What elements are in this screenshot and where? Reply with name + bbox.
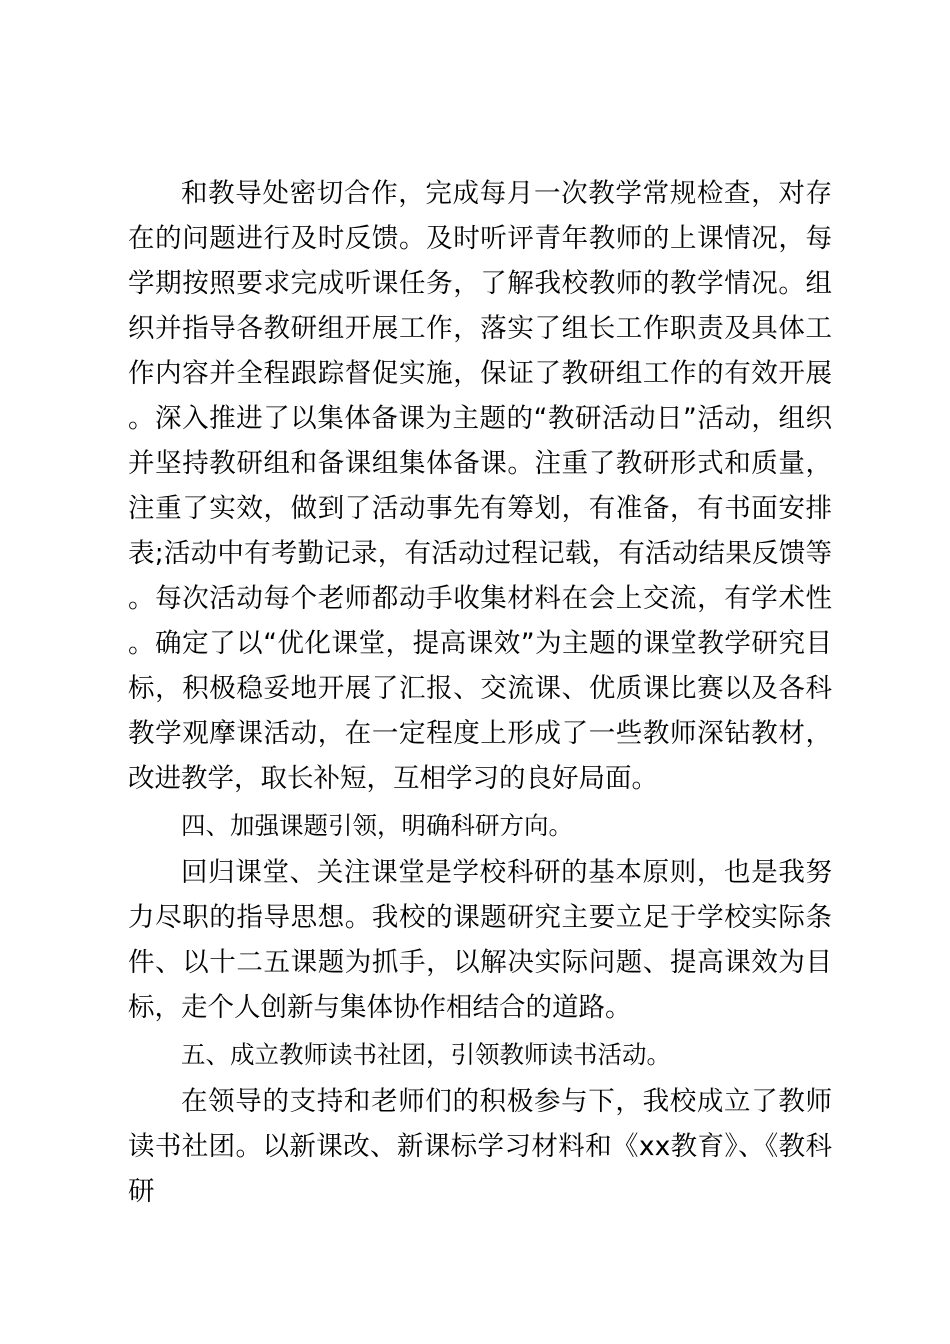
section-heading-four: 四、加强课题引领，明确科研方向。 — [181, 811, 573, 840]
section-heading-five: 五、成立教师读书社团，引领教师读书活动。 — [181, 1040, 671, 1069]
paragraph-teaching-research: 和教导处密切合作，完成每月一次教学常规检查，对存在的问题进行及时反馈。及时听评青年教师的上课情况，每学期按照要求完成听课任务，了解我校教师的教学情况。组织并指导各教研组开展工作，落实了组长工作职责及具体工作内容并全程跟踪督促实施，保证了教研组工作的有效开展。深入推进了以集体备课为主题的“教研活动日”活动，组织并坚持教研组和备课组集体备课。注重了教研形式和质量，注重了实效，做到了活动事先有筹划，有准备，有书面安排表;活动中有考勤记录，有活动过程记载，有活动结果反馈等。每次活动每个老师都动手收集材料在会上交流，有学术性。确定了以“优化课堂，提高课效”为主题的课堂教学研究目标，积极稳妥地开展了汇报、交流课、优质课比赛以及各科教学观摩课活动，在一定程度上形成了一些教师深钻教材，改进教学，取长补短，互相学习的良好局面。 — [128, 178, 832, 794]
paragraph-reading-club: 在领导的支持和老师们的积极参与下，我校成立了教师读书社团。以新课改、新课标学习材料和《xx教育》、《教科研 — [128, 1086, 832, 1207]
paragraph-research-topics: 回归课堂、关注课堂是学校科研的基本原则，也是我努力尽职的指导思想。我校的课题研究主要立足于学校实际条件、以十二五课题为抓手，以解决实际问题、提高课效为目标，走个人创新与集体协作相结合的道路。 — [128, 857, 832, 1023]
document-page — [128, 171, 832, 1214]
